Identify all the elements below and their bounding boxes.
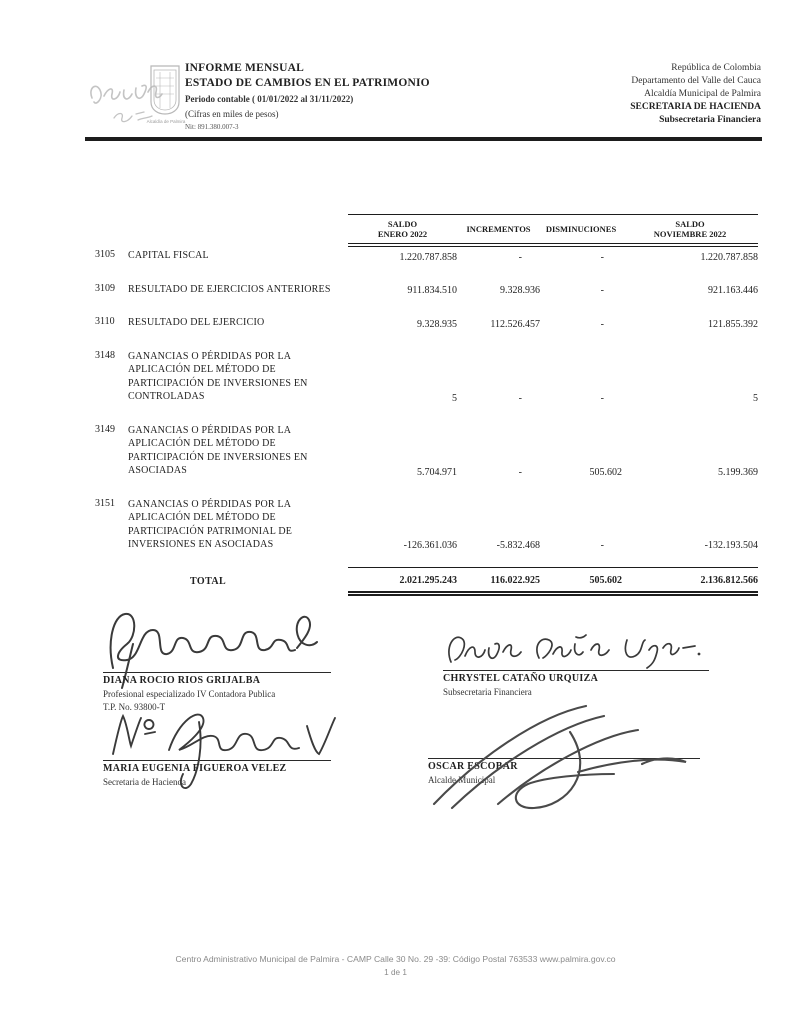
table-row	[95, 420, 758, 494]
row-value: -	[600, 318, 604, 330]
row-code: 3148	[95, 349, 115, 361]
row-value: -5.832.468	[496, 540, 540, 551]
row-value: 9.328.936	[500, 285, 540, 296]
entity-subsecretary: Subsecretaria Financiera	[659, 115, 761, 125]
row-code: 3149	[95, 423, 115, 435]
crest-caption: Alcaldía de Palmira	[146, 119, 186, 124]
row-value: 112.526.457	[490, 318, 540, 330]
signature-block-secretaria-hacienda	[103, 704, 343, 787]
entity-block	[630, 62, 761, 127]
header-spacer	[95, 215, 128, 246]
entity-secretary: SECRETARIA DE HACIENDA	[630, 102, 761, 112]
total-incrementos: 116.022.925	[457, 568, 540, 594]
signature-block-subsecretaria	[443, 632, 713, 697]
footer-address: Centro Administrativo Municipal de Palmira - CAMP Calle 30 No. 29 -39: Código Postal 763533 www.palmira.gov.co	[175, 954, 616, 964]
signer-name: OSCAR ESCOBAR	[428, 761, 518, 772]
entity-municipality: Alcaldía Municipal de Palmira	[644, 89, 761, 99]
row-value: 1.220.787.858	[399, 251, 457, 263]
row-value: -	[518, 251, 522, 263]
row-code: 3105	[95, 249, 115, 260]
signer-name: CHRYSTEL CATAÑO URQUIZA	[443, 673, 599, 684]
row-value: 1.220.787.858	[700, 251, 758, 263]
row-value: 9.328.935	[417, 318, 457, 330]
signer-name: MARIA EUGENIA FIGUEROA VELEZ	[103, 763, 287, 774]
report-title: ESTADO DE CAMBIOS EN EL PATRIMONIO	[185, 77, 430, 89]
signer-license: T.P. No. 93800-T	[103, 702, 166, 712]
row-value: 5	[452, 392, 457, 404]
statement-table-wrap	[95, 214, 758, 596]
col-saldo-enero: SALDO ENERO 2022	[348, 215, 457, 246]
row-label: CAPITAL FISCAL	[128, 250, 209, 261]
signature-block-alcalde	[428, 758, 708, 785]
row-value: 5	[753, 392, 758, 404]
row-label: GANANCIAS O PÉRDIDAS POR LA APLICACIÓN DEL MÉTODO DE PARTICIPACIÓN PATRIMONIAL DE INVERSIONES EN ASOCIADAS	[128, 498, 293, 550]
table-row	[95, 312, 758, 346]
report-type: INFORME MENSUAL	[185, 62, 304, 74]
header-rule	[85, 137, 762, 141]
row-code: 3109	[95, 282, 115, 294]
table-row	[95, 245, 758, 279]
signer-title: Secretaria de Hacienda	[103, 777, 186, 787]
signature-line	[103, 760, 331, 761]
signer-title: Profesional especializado IV Contadora Publica	[103, 689, 276, 699]
total-saldo-noviembre: 2.136.812.566	[622, 568, 758, 594]
signature-line	[103, 672, 331, 673]
row-value: 505.602	[589, 466, 622, 478]
table-body	[95, 245, 758, 568]
row-value: -132.193.504	[704, 540, 758, 551]
row-value: -126.361.036	[403, 540, 457, 551]
col-disminuciones: DISMINUCIONES	[540, 215, 622, 246]
table-header-row	[95, 215, 758, 246]
row-code: 3110	[95, 316, 115, 327]
entity-nit: Nit: 891.380.007-3	[185, 123, 239, 131]
col-incrementos: INCREMENTOS	[457, 215, 540, 246]
row-label: RESULTADO DE EJERCICIOS ANTERIORES	[128, 283, 331, 295]
signature-scribble	[103, 604, 329, 672]
signer-name: DIANA ROCIO RIOS GRIJALBA	[103, 675, 261, 686]
page-number: 1 de 1	[384, 968, 407, 977]
report-period: Periodo contable ( 01/01/2022 al 31/11/2022)	[185, 94, 354, 104]
title-block	[185, 62, 430, 131]
table-row	[95, 279, 758, 313]
table-row	[95, 494, 758, 568]
col-saldo-noviembre: SALDO NOVIEMBRE 2022	[622, 215, 758, 246]
row-code: 3151	[95, 497, 115, 509]
table-row	[95, 346, 758, 420]
row-value: 121.855.392	[708, 318, 758, 330]
signature-scribble	[428, 700, 708, 812]
row-value: -	[600, 251, 604, 263]
statement-table	[95, 214, 758, 596]
report-units: (Cifras en miles de pesos)	[185, 109, 279, 119]
total-saldo-enero: 2.021.295.243	[348, 568, 457, 594]
row-label: GANANCIAS O PÉRDIDAS POR LA APLICACIÓN DEL MÉTODO DE PARTICIPACIÓN DE INVERSIONES EN ASOCIADAS	[128, 424, 308, 476]
row-value: 921.163.446	[708, 285, 758, 296]
page-footer	[0, 954, 791, 977]
entity-department: Departamento del Valle del Cauca	[631, 76, 761, 86]
total-label: TOTAL	[190, 576, 227, 587]
row-value: 5.704.971	[417, 466, 457, 478]
row-value: -	[600, 540, 604, 551]
row-value: -	[518, 392, 522, 404]
total-disminuciones: 505.602	[540, 568, 622, 594]
crest-logo	[148, 64, 182, 116]
row-value: -	[518, 466, 522, 478]
row-value: 5.199.369	[718, 466, 758, 478]
signer-title: Alcalde Municipal	[428, 775, 496, 785]
row-value: 911.834.510	[407, 285, 457, 296]
entity-country: República de Colombia	[671, 63, 761, 73]
signature-line	[443, 670, 709, 671]
signature-scribble	[103, 704, 339, 760]
row-value: -	[600, 285, 604, 296]
signature-scribble	[443, 632, 703, 670]
row-value: -	[600, 392, 604, 404]
total-row	[95, 568, 758, 594]
row-label: RESULTADO DEL EJERCICIO	[128, 317, 265, 328]
row-label: GANANCIAS O PÉRDIDAS POR LA APLICACIÓN DEL MÉTODO DE PARTICIPACIÓN DE INVERSIONES EN CONTROLADAS	[128, 350, 308, 402]
signer-title: Subsecretaria Financiera	[443, 687, 532, 697]
signature-block-contadora	[103, 604, 333, 712]
header-spacer	[128, 215, 348, 246]
